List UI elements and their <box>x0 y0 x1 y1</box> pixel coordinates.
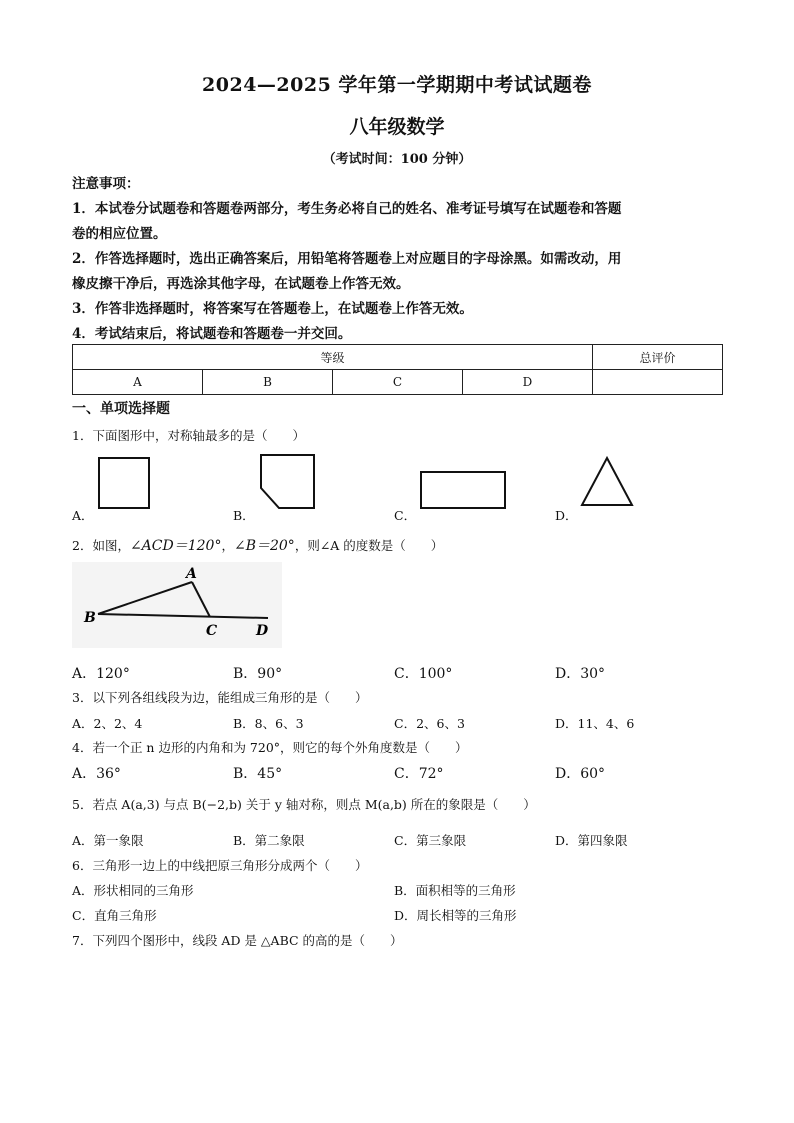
q2-suffix: ，则∠A 的度数是（ ） <box>294 538 444 553</box>
grade-header-level: 等级 <box>73 345 593 370</box>
exam-time: （考试时间：100 分钟） <box>322 152 472 167</box>
question-4-option-d: D．60° <box>555 766 606 782</box>
question-3-option-c: C．2、6、3 <box>394 716 465 731</box>
triangle-figure <box>582 458 632 505</box>
q2-condition-b: ∠B＝20° <box>233 538 295 554</box>
question-4-option-a: A．36° <box>72 766 121 782</box>
square-figure <box>99 458 149 508</box>
notice-text: 本试卷分试题卷和答题卷两部分，考生务必将自己的姓名、准考证号填写在试题卷和答题 <box>94 201 622 217</box>
question-1-option-c: C． <box>394 508 417 523</box>
notice-text: 考试结束后，将试题卷和答题卷一并交回。 <box>94 326 352 342</box>
label-a: A <box>186 566 197 582</box>
notice-item-1-cont: 卷的相应位置。 <box>72 226 167 242</box>
question-2-option-b: B．90° <box>233 666 283 682</box>
question-5-option-b: B．第二象限 <box>233 833 305 848</box>
grade-cell-d: D <box>462 370 592 395</box>
notice-text: 作答非选择题时，将答案写在答题卷上，在试题卷上作答无效。 <box>94 301 473 317</box>
question-5-option-c: C．第三象限 <box>394 833 467 848</box>
grade-cell-c: C <box>332 370 462 395</box>
notice-num: 3． <box>72 301 95 317</box>
exam-subtitle: 八年级数学 <box>349 116 445 138</box>
pentagon-figure <box>261 455 314 508</box>
question-1-option-a: A． <box>72 508 94 523</box>
notice-item-2-cont: 橡皮擦干净后，再选涂其他字母，在试题卷上作答无效。 <box>72 276 410 292</box>
question-5-option-a: A．第一象限 <box>72 833 144 848</box>
question-6-option-c: C．直角三角形 <box>72 908 157 923</box>
question-2-option-c: C．100° <box>394 666 453 682</box>
question-4-option-b: B．45° <box>233 766 283 782</box>
question-6-option-d: D．周长相等的三角形 <box>394 908 517 923</box>
exam-title: 2024—2025 学年第一学期期中考试试题卷 <box>202 74 592 96</box>
question-5-option-d: D．第四象限 <box>555 833 628 848</box>
notice-item-2 <box>72 247 726 272</box>
grade-cell-total <box>592 370 722 395</box>
question-1-stem: 1．下面图形中，对称轴最多的是（ ） <box>72 428 305 443</box>
notice-heading: 注意事项： <box>72 176 140 192</box>
q2-prefix: 2．如图， <box>72 538 130 553</box>
notice-num: 2． <box>72 251 95 267</box>
question-2-figure <box>72 562 282 648</box>
question-6-option-b: B．面积相等的三角形 <box>394 883 516 898</box>
q2-condition-acd: ∠ACD＝120° <box>129 538 222 554</box>
question-2-stem <box>72 535 443 555</box>
question-3-stem: 3．以下列各组线段为边，能组成三角形的是（ ） <box>72 690 368 705</box>
question-2-option-d: D．30° <box>555 666 606 682</box>
question-4-stem: 4．若一个正 n 边形的内角和为 720°，则它的每个外角度数是（ ） <box>72 740 468 755</box>
question-3-option-d: D．11、4、6 <box>555 716 635 731</box>
rectangle-figure <box>421 472 505 508</box>
notice-num: 4． <box>72 326 95 342</box>
section-heading: 一、单项选择题 <box>72 401 170 417</box>
q2-sep: ， <box>221 538 234 553</box>
question-6-option-a: A．形状相同的三角形 <box>72 883 194 898</box>
question-3-option-b: B．8、6、3 <box>233 716 304 731</box>
question-1-option-b: B． <box>233 508 255 523</box>
label-c: C <box>206 623 218 639</box>
notice-num: 1． <box>72 201 95 217</box>
grade-cell-a: A <box>73 370 203 395</box>
question-1-option-d: D． <box>555 508 578 523</box>
notice-text: 作答选择题时，选出正确答案后，用铅笔将答题卷上对应题目的字母涂黑。如需改动，用 <box>94 251 622 267</box>
notice-block <box>72 172 726 347</box>
figure-background <box>72 562 282 648</box>
grade-table <box>72 344 723 395</box>
question-7-stem: 7．下列四个图形中，线段 AD 是 △ABC 的高的是（ ） <box>72 933 403 948</box>
label-b: B <box>84 610 96 626</box>
question-6-stem: 6．三角形一边上的中线把原三角形分成两个（ ） <box>72 858 368 873</box>
notice-item-3 <box>72 297 726 322</box>
notice-item-1 <box>72 197 726 222</box>
question-5-stem: 5．若点 A(a,3) 与点 B(−2,b) 关于 y 轴对称，则点 M(a,b) 所在的象限是（ ） <box>72 797 536 812</box>
question-4-option-c: C．72° <box>394 766 444 782</box>
grade-header-total: 总评价 <box>592 345 722 370</box>
question-3-option-a: A．2、2、4 <box>72 716 143 731</box>
label-d: D <box>256 623 269 639</box>
grade-cell-b: B <box>202 370 332 395</box>
question-2-option-a: A．120° <box>72 666 130 682</box>
